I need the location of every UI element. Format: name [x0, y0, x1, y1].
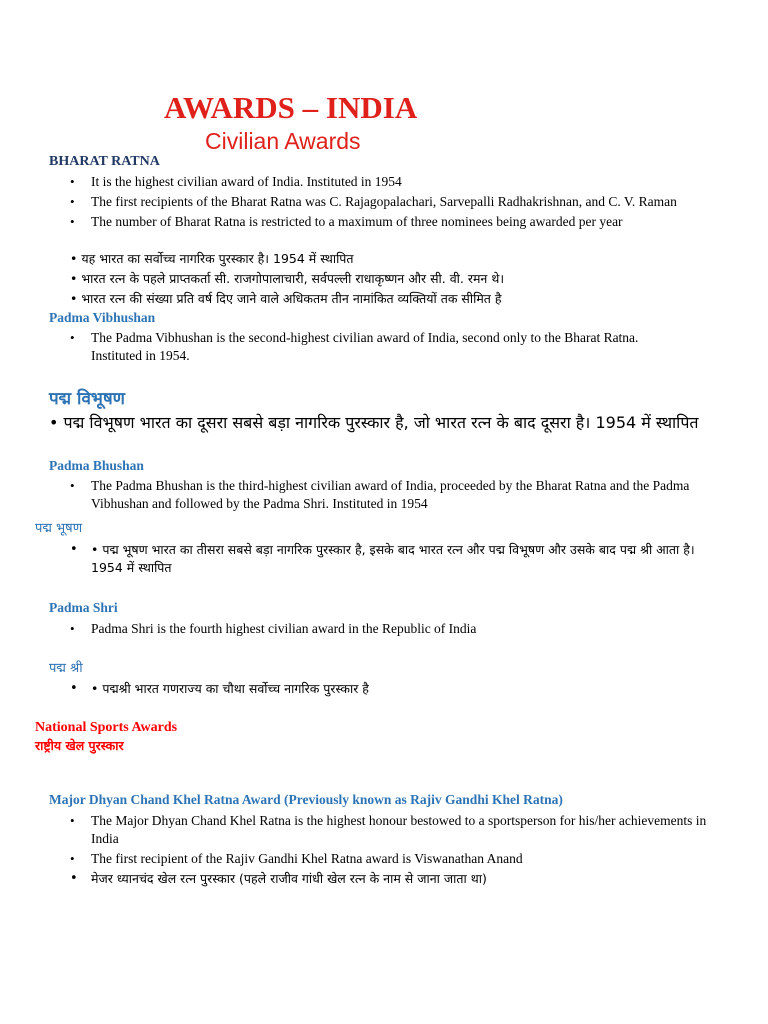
sports-awards-heading: National Sports Awards — [35, 720, 178, 735]
bharat-ratna-hindi-line: • भारत रत्न के पहले प्राप्तकर्ता सी. राजगोपालाचारी, सर्वपल्ली राधाकृष्णन और सी. वी. रमन थे। — [70, 271, 505, 286]
padma-vibhushan-list — [70, 329, 690, 365]
khel-ratna-list — [70, 812, 710, 888]
bharat-ratna-list — [70, 173, 750, 231]
padma-shri-hindi-heading: पद्म श्री — [49, 661, 83, 676]
list-item: • The Padma Bhushan is the third-highest civilian award of India, proceeded by the Bharat Ratna and the Padma Vibhushan and followed by the Padma Shri. Instituted in 1954 — [70, 477, 690, 513]
list-item: • The number of Bharat Ratna is restricted to a maximum of three nominees being awarded per year — [70, 213, 750, 231]
padma-vibhushan-hindi-line: • पद्म विभूषण भारत का दूसरा सबसे बड़ा नागरिक पुरस्कार है, जो भारत रत्न के बाद दूसरा है। 1954 में स्थापित — [49, 413, 699, 432]
list-item: • मेजर ध्यानचंद खेल रत्न पुरस्कार (पहले राजीव गांधी खेल रत्न के नाम से जाना जाता था) — [70, 870, 710, 888]
list-item: • The first recipients of the Bharat Ratna was C. Rajagopalachari, Sarvepalli Radhakrishnan, and C. V. Raman — [70, 193, 750, 211]
list-item: • The first recipient of the Rajiv Gandhi Khel Ratna award is Viswanathan Anand — [70, 850, 710, 868]
list-item: • The Major Dhyan Chand Khel Ratna is the highest honour bestowed to a sportsperson for his/her achievements in India — [70, 812, 710, 848]
khel-ratna-heading: Major Dhyan Chand Khel Ratna Award (Previously known as Rajiv Gandhi Khel Ratna) — [49, 792, 563, 807]
list-item: • The Padma Vibhushan is the second-highest civilian award of India, second only to the Bharat Ratna. Instituted in 1954. — [70, 329, 690, 365]
padma-vibhushan-hindi-heading: पद्म विभूषण — [49, 389, 125, 409]
padma-shri-list — [70, 620, 690, 638]
sports-awards-hindi-heading: राष्ट्रीय खेल पुरस्कार — [35, 738, 124, 753]
bharat-ratna-hindi-line: • भारत रत्न की संख्या प्रति वर्ष दिए जाने वाले अधिकतम तीन नामांकित व्यक्तियों तक सीमित है — [70, 291, 502, 306]
padma-vibhushan-heading: Padma Vibhushan — [49, 310, 156, 325]
padma-shri-heading: Padma Shri — [49, 600, 118, 615]
list-item: • It is the highest civilian award of India. Instituted in 1954 — [70, 173, 750, 191]
list-item: • • पद्म भूषण भारत का तीसरा सबसे बड़ा नागरिक पुरस्कार है, इसके बाद भारत रत्न और पद्म विभूषण और उसके बाद पद्म श्री आता है। 1954 में स्थापित — [70, 541, 730, 577]
padma-bhushan-heading: Padma Bhushan — [49, 458, 144, 473]
bharat-ratna-hindi-line: • यह भारत का सर्वोच्च नागरिक पुरस्कार है। 1954 में स्थापित — [70, 251, 354, 266]
bharat-ratna-heading: BHARAT RATNA — [49, 154, 160, 169]
padma-shri-hindi-list — [70, 680, 690, 698]
padma-bhushan-hindi-heading: पद्म भूषण — [35, 521, 83, 536]
padma-bhushan-hindi-list — [70, 541, 730, 577]
list-item: • Padma Shri is the fourth highest civilian award in the Republic of India — [70, 620, 690, 638]
page-title: AWARDS – INDIA — [164, 90, 418, 125]
page-subtitle: Civilian Awards — [205, 128, 361, 154]
list-item: • • पद्मश्री भारत गणराज्य का चौथा सर्वोच्च नागरिक पुरस्कार है — [70, 680, 690, 698]
padma-bhushan-list — [70, 477, 690, 513]
